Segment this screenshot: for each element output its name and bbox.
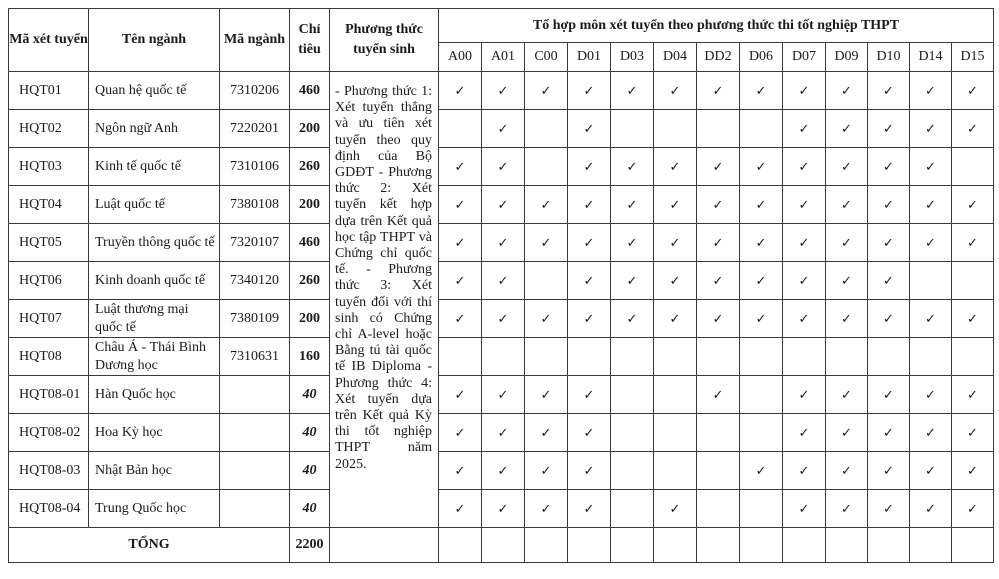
check-icon: ✓: [952, 490, 994, 528]
row-quota: 460: [290, 224, 330, 262]
check-icon: ✓: [697, 72, 740, 110]
check-icon: ✓: [654, 490, 697, 528]
row-major-code: 7380108: [220, 186, 290, 224]
empty-cell: [568, 528, 611, 563]
row-code: HQT08-01: [9, 376, 89, 414]
empty-cell: [740, 528, 783, 563]
check-icon: ✓: [482, 110, 525, 148]
check-icon: ✓: [482, 490, 525, 528]
row-quota: 260: [290, 148, 330, 186]
empty-cell: [439, 338, 482, 376]
empty-cell: [654, 338, 697, 376]
row-quota: 200: [290, 110, 330, 148]
check-icon: ✓: [697, 262, 740, 300]
check-icon: ✓: [740, 148, 783, 186]
row-major-code: [220, 414, 290, 452]
empty-cell: [654, 376, 697, 414]
check-icon: ✓: [568, 186, 611, 224]
check-icon: ✓: [439, 72, 482, 110]
check-icon: ✓: [783, 452, 826, 490]
check-icon: ✓: [868, 72, 910, 110]
row-name: Luật thương mại quốc tế: [89, 300, 220, 338]
header-combo-d07: D07: [783, 43, 826, 72]
row-major-code: 7380109: [220, 300, 290, 338]
row-code: HQT04: [9, 186, 89, 224]
header-combo-d03: D03: [611, 43, 654, 72]
check-icon: ✓: [952, 376, 994, 414]
header-combo-d04: D04: [654, 43, 697, 72]
row-major-code: 7310206: [220, 72, 290, 110]
row-name: Hàn Quốc học: [89, 376, 220, 414]
check-icon: ✓: [525, 224, 568, 262]
check-icon: ✓: [439, 452, 482, 490]
empty-cell: [826, 338, 868, 376]
header-combos-title: Tổ hợp môn xét tuyển theo phương thức thi tốt nghiệp THPT: [439, 9, 994, 43]
empty-cell: [868, 338, 910, 376]
check-icon: ✓: [783, 186, 826, 224]
check-icon: ✓: [910, 110, 952, 148]
empty-cell: [439, 528, 482, 563]
table-row: [9, 414, 994, 452]
header-major-code: Mã ngành: [220, 9, 290, 72]
check-icon: ✓: [611, 72, 654, 110]
check-icon: ✓: [868, 376, 910, 414]
check-icon: ✓: [868, 300, 910, 338]
check-icon: ✓: [611, 262, 654, 300]
row-code: HQT03: [9, 148, 89, 186]
check-icon: ✓: [654, 262, 697, 300]
check-icon: ✓: [482, 224, 525, 262]
empty-cell: [868, 528, 910, 563]
check-icon: ✓: [654, 72, 697, 110]
empty-cell: [697, 452, 740, 490]
check-icon: ✓: [482, 452, 525, 490]
row-name: Trung Quốc học: [89, 490, 220, 528]
empty-cell: [697, 414, 740, 452]
check-icon: ✓: [826, 452, 868, 490]
row-quota: 260: [290, 262, 330, 300]
header-combo-d15: D15: [952, 43, 994, 72]
check-icon: ✓: [783, 262, 826, 300]
check-icon: ✓: [952, 300, 994, 338]
check-icon: ✓: [910, 186, 952, 224]
check-icon: ✓: [568, 262, 611, 300]
check-icon: ✓: [568, 376, 611, 414]
table-row: [9, 186, 994, 224]
check-icon: ✓: [611, 224, 654, 262]
row-quota: 40: [290, 376, 330, 414]
row-major-code: 7340120: [220, 262, 290, 300]
check-icon: ✓: [826, 376, 868, 414]
header-code: Mã xét tuyển: [9, 9, 89, 72]
table-row: [9, 376, 994, 414]
check-icon: ✓: [826, 414, 868, 452]
check-icon: ✓: [826, 186, 868, 224]
check-icon: ✓: [568, 414, 611, 452]
check-icon: ✓: [868, 414, 910, 452]
empty-cell: [525, 528, 568, 563]
table-row: [9, 452, 994, 490]
check-icon: ✓: [654, 186, 697, 224]
check-icon: ✓: [910, 452, 952, 490]
admission-methods: - Phương thức 1: Xét tuyển thẳng và ưu tiên xét tuyển theo quy định của Bộ GDĐT - Phương thức 2: Xét tuyển kết hợp dựa trên Kết quả học tập THPT và Chứng chỉ quốc tế. - Phương thức 3: Xét tuyển đối với thí sinh có Chứng chỉ A-level hoặc Bằng tú tài quốc tế IB Diploma - Phương thức 4: Xét tuyển dựa trên Kết quả Kỳ thi tốt nghiệp THPT năm 2025.: [330, 72, 439, 528]
check-icon: ✓: [568, 300, 611, 338]
empty-cell: [525, 338, 568, 376]
check-icon: ✓: [611, 148, 654, 186]
empty-cell: [611, 338, 654, 376]
total-label: TỔNG: [9, 528, 290, 563]
check-icon: ✓: [783, 224, 826, 262]
check-icon: ✓: [697, 224, 740, 262]
row-quota: 160: [290, 338, 330, 376]
check-icon: ✓: [482, 376, 525, 414]
check-icon: ✓: [482, 186, 525, 224]
check-icon: ✓: [952, 414, 994, 452]
empty-cell: [740, 376, 783, 414]
check-icon: ✓: [482, 262, 525, 300]
row-major-code: 7310631: [220, 338, 290, 376]
check-icon: ✓: [952, 110, 994, 148]
empty-cell: [654, 528, 697, 563]
check-icon: ✓: [952, 224, 994, 262]
check-icon: ✓: [525, 414, 568, 452]
row-code: HQT08: [9, 338, 89, 376]
check-icon: ✓: [952, 452, 994, 490]
check-icon: ✓: [910, 148, 952, 186]
check-icon: ✓: [740, 224, 783, 262]
header-name: Tên ngành: [89, 9, 220, 72]
empty-cell: [910, 338, 952, 376]
check-icon: ✓: [439, 376, 482, 414]
check-icon: ✓: [482, 414, 525, 452]
check-icon: ✓: [568, 452, 611, 490]
check-icon: ✓: [952, 72, 994, 110]
check-icon: ✓: [910, 414, 952, 452]
row-code: HQT08-02: [9, 414, 89, 452]
check-icon: ✓: [611, 186, 654, 224]
check-icon: ✓: [740, 72, 783, 110]
table-row: [9, 262, 994, 300]
empty-cell: [697, 338, 740, 376]
check-icon: ✓: [826, 262, 868, 300]
row-quota: 460: [290, 72, 330, 110]
row-code: HQT01: [9, 72, 89, 110]
row-code: HQT08-03: [9, 452, 89, 490]
check-icon: ✓: [783, 414, 826, 452]
table-row: [9, 490, 994, 528]
header-combo-a00: A00: [439, 43, 482, 72]
table-row: [9, 300, 994, 338]
empty-cell: [952, 528, 994, 563]
empty-cell: [525, 148, 568, 186]
row-quota: 40: [290, 414, 330, 452]
row-quota: 40: [290, 452, 330, 490]
empty-cell: [482, 338, 525, 376]
check-icon: ✓: [740, 452, 783, 490]
header-combo-d06: D06: [740, 43, 783, 72]
check-icon: ✓: [525, 490, 568, 528]
check-icon: ✓: [525, 452, 568, 490]
header-quota: Chỉ tiêu: [290, 9, 330, 72]
empty-cell: [826, 528, 868, 563]
row-quota: 200: [290, 300, 330, 338]
empty-cell: [525, 110, 568, 148]
check-icon: ✓: [697, 376, 740, 414]
check-icon: ✓: [697, 148, 740, 186]
row-major-code: [220, 376, 290, 414]
header-combo-d01: D01: [568, 43, 611, 72]
row-major-code: 7310106: [220, 148, 290, 186]
check-icon: ✓: [783, 110, 826, 148]
check-icon: ✓: [482, 300, 525, 338]
check-icon: ✓: [568, 224, 611, 262]
check-icon: ✓: [868, 186, 910, 224]
check-icon: ✓: [910, 490, 952, 528]
admission-table: [8, 8, 994, 563]
check-icon: ✓: [568, 110, 611, 148]
empty-cell: [654, 414, 697, 452]
table-row: [9, 148, 994, 186]
row-code: HQT05: [9, 224, 89, 262]
check-icon: ✓: [826, 72, 868, 110]
check-icon: ✓: [910, 376, 952, 414]
row-name: Châu Á - Thái Bình Dương học: [89, 338, 220, 376]
check-icon: ✓: [826, 224, 868, 262]
check-icon: ✓: [868, 148, 910, 186]
row-name: Quan hệ quốc tế: [89, 72, 220, 110]
empty-cell: [697, 490, 740, 528]
check-icon: ✓: [826, 110, 868, 148]
row-code: HQT06: [9, 262, 89, 300]
row-major-code: 7220201: [220, 110, 290, 148]
empty-cell: [611, 452, 654, 490]
header-combo-d10: D10: [868, 43, 910, 72]
header-combo-d09: D09: [826, 43, 868, 72]
empty-cell: [525, 262, 568, 300]
check-icon: ✓: [783, 376, 826, 414]
check-icon: ✓: [568, 490, 611, 528]
table-row: [9, 72, 994, 110]
empty-cell: [697, 528, 740, 563]
row-name: Kinh tế quốc tế: [89, 148, 220, 186]
empty-cell: [783, 528, 826, 563]
check-icon: ✓: [654, 148, 697, 186]
header-method: Phương thức tuyển sinh: [330, 9, 439, 72]
empty-cell: [952, 338, 994, 376]
check-icon: ✓: [910, 300, 952, 338]
row-major-code: 7320107: [220, 224, 290, 262]
empty-cell: [482, 528, 525, 563]
row-quota: 200: [290, 186, 330, 224]
check-icon: ✓: [654, 224, 697, 262]
empty-cell: [654, 452, 697, 490]
table-row: [9, 224, 994, 262]
header-combo-dd2: DD2: [697, 43, 740, 72]
empty-cell: [910, 528, 952, 563]
empty-cell: [740, 110, 783, 148]
check-icon: ✓: [439, 300, 482, 338]
total-value: 2200: [290, 528, 330, 563]
row-name: Kinh doanh quốc tế: [89, 262, 220, 300]
empty-cell: [783, 338, 826, 376]
check-icon: ✓: [439, 262, 482, 300]
check-icon: ✓: [783, 148, 826, 186]
check-icon: ✓: [868, 224, 910, 262]
row-code: HQT08-04: [9, 490, 89, 528]
check-icon: ✓: [783, 72, 826, 110]
check-icon: ✓: [952, 186, 994, 224]
check-icon: ✓: [439, 224, 482, 262]
table-row: [9, 110, 994, 148]
empty-cell: [697, 110, 740, 148]
check-icon: ✓: [868, 452, 910, 490]
empty-cell: [611, 110, 654, 148]
row-major-code: [220, 452, 290, 490]
check-icon: ✓: [910, 72, 952, 110]
check-icon: ✓: [868, 262, 910, 300]
check-icon: ✓: [482, 148, 525, 186]
check-icon: ✓: [611, 300, 654, 338]
check-icon: ✓: [783, 490, 826, 528]
check-icon: ✓: [568, 72, 611, 110]
empty-cell: [654, 110, 697, 148]
empty-cell: [611, 376, 654, 414]
row-name: Truyền thông quốc tế: [89, 224, 220, 262]
check-icon: ✓: [439, 490, 482, 528]
row-name: Luật quốc tế: [89, 186, 220, 224]
total-row: [9, 528, 994, 563]
header-combo-a01: A01: [482, 43, 525, 72]
row-name: Ngôn ngữ Anh: [89, 110, 220, 148]
empty-cell: [330, 528, 439, 563]
check-icon: ✓: [525, 300, 568, 338]
row-name: Hoa Kỳ học: [89, 414, 220, 452]
empty-cell: [439, 110, 482, 148]
check-icon: ✓: [697, 300, 740, 338]
empty-cell: [568, 338, 611, 376]
empty-cell: [952, 148, 994, 186]
row-code: HQT07: [9, 300, 89, 338]
check-icon: ✓: [740, 300, 783, 338]
check-icon: ✓: [783, 300, 826, 338]
empty-cell: [910, 262, 952, 300]
check-icon: ✓: [439, 414, 482, 452]
empty-cell: [740, 490, 783, 528]
check-icon: ✓: [439, 186, 482, 224]
check-icon: ✓: [482, 72, 525, 110]
check-icon: ✓: [654, 300, 697, 338]
table-body: [9, 72, 994, 563]
empty-cell: [611, 414, 654, 452]
check-icon: ✓: [525, 186, 568, 224]
empty-cell: [611, 528, 654, 563]
check-icon: ✓: [439, 148, 482, 186]
empty-cell: [740, 338, 783, 376]
row-quota: 40: [290, 490, 330, 528]
row-code: HQT02: [9, 110, 89, 148]
empty-cell: [952, 262, 994, 300]
check-icon: ✓: [525, 72, 568, 110]
check-icon: ✓: [740, 262, 783, 300]
row-major-code: [220, 490, 290, 528]
check-icon: ✓: [826, 148, 868, 186]
check-icon: ✓: [868, 490, 910, 528]
check-icon: ✓: [740, 186, 783, 224]
check-icon: ✓: [568, 148, 611, 186]
table-row: [9, 338, 994, 376]
check-icon: ✓: [826, 300, 868, 338]
empty-cell: [611, 490, 654, 528]
check-icon: ✓: [697, 186, 740, 224]
header-combo-d14: D14: [910, 43, 952, 72]
check-icon: ✓: [868, 110, 910, 148]
empty-cell: [740, 414, 783, 452]
row-name: Nhật Bản học: [89, 452, 220, 490]
header-combo-c00: C00: [525, 43, 568, 72]
check-icon: ✓: [525, 376, 568, 414]
check-icon: ✓: [826, 490, 868, 528]
check-icon: ✓: [910, 224, 952, 262]
